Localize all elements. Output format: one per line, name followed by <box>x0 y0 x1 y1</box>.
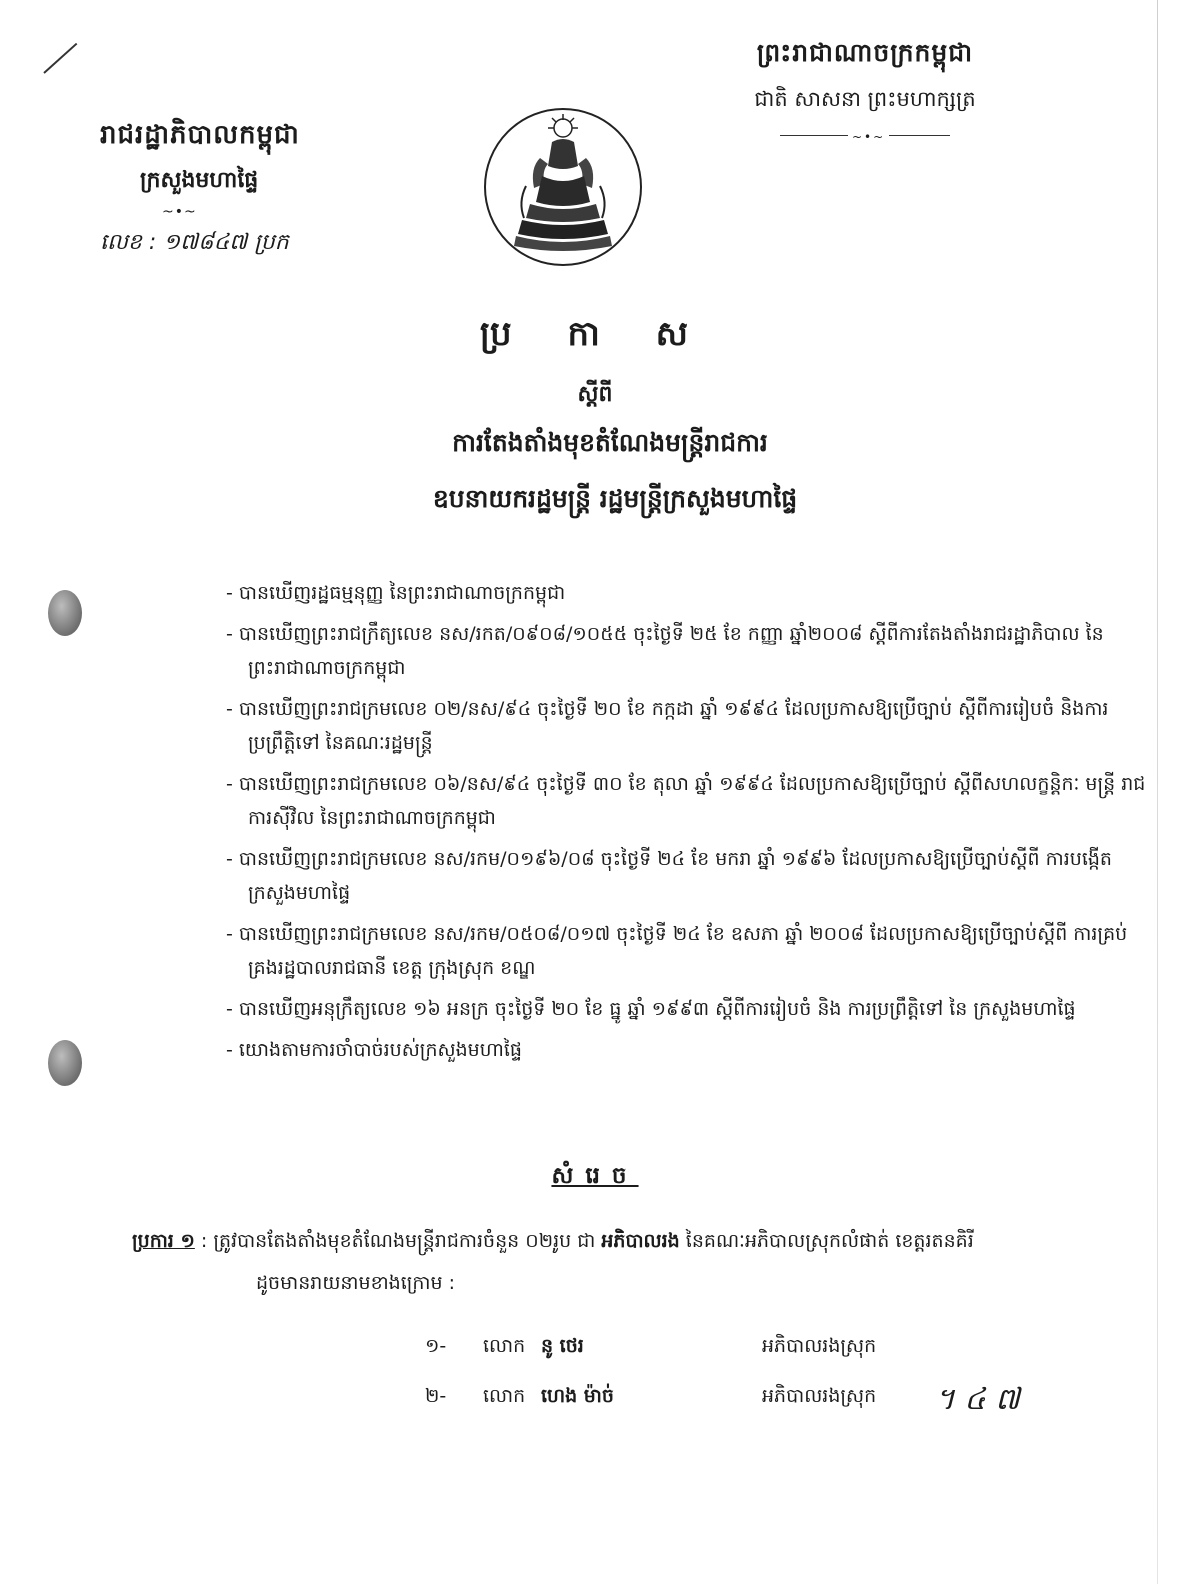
legal-basis-list <box>226 576 1146 1074</box>
appointee-number: ១- <box>425 1335 447 1357</box>
subject-line-1: ការតែងតាំងមុខតំណែងមន្ត្រីរាជការ <box>452 428 768 457</box>
punch-hole-top <box>48 590 82 636</box>
appointee-number: ២- <box>425 1385 447 1407</box>
legal-basis-item: - បានឃើញព្រះរាជក្រមលេខ ០៦/នស/៩៤ ចុះថ្ងៃទី ៣០ ខែ តុលា ឆ្នាំ ១៩៩៤ ដែលប្រកាសឱ្យប្រើច្បាប់ ស្តីពីសហលក្ខន្តិកៈ មន្ត្រី រាជការស៊ីវិល នៃព្រះរាជាណាចក្រកម្ពុជា <box>226 773 1146 829</box>
article-text-after: នៃគណៈអភិបាលស្រុកលំផាត់ ខេត្តរតនគិរី <box>685 1230 974 1252</box>
appointee-position: អភិបាលរងស្រុក <box>762 1335 877 1357</box>
article-continuation: ដូចមានរាយនាមខាងក្រោម : <box>256 1272 456 1294</box>
article-1 <box>132 1220 1142 1304</box>
appointee-row <box>425 1384 614 1412</box>
ministry-header <box>100 118 350 260</box>
kingdom-header <box>700 38 1030 143</box>
legal-basis-item: - បានឃើញព្រះរាជក្រមលេខ ០២/នស/៩៤ ចុះថ្ងៃទី ២០ ខែ កក្កដា ឆ្នាំ ១៩៩៤ ដែលប្រកាសឱ្យប្រើច្បាប់ ស្តីពីការរៀបចំ និងការប្រព្រឹត្តិទៅ នៃគណៈរដ្ឋមន្ត្រី <box>226 698 1109 754</box>
document-type-title: ប្រ កា ស <box>479 314 711 354</box>
appointee-title: លោក <box>483 1385 526 1407</box>
appointee-row <box>425 1334 584 1362</box>
header-divider <box>780 129 950 143</box>
national-motto: ជាតិ សាសនា ព្រះមហាក្សត្រ <box>754 87 976 111</box>
kingdom-title: ព្រះរាជាណាចក្រកម្ពុជា <box>756 38 974 67</box>
legal-basis-item: - យោងតាមការចាំបាច់របស់ក្រសួងមហាផ្ទៃ <box>226 1039 522 1061</box>
punch-hole-bottom <box>48 1040 82 1086</box>
legal-basis-item: - បានឃើញអនុក្រឹត្យលេខ ១៦ អនក្រ ចុះថ្ងៃទី ២០ ខែ ធ្នូ ឆ្នាំ ១៩៩៣ ស្តីពីការរៀបចំ និង ការប្រព្រឹត្តិទៅ នៃ ក្រសួងមហាផ្ទៃ <box>226 998 1076 1020</box>
appointee-position: អភិបាលរងស្រុក <box>762 1385 877 1407</box>
ministry-ornament: ~•~ <box>162 204 197 220</box>
subject-line-2: ឧបនាយករដ្ឋមន្ត្រី រដ្ឋមន្ត្រីក្រសួងមហាផ្ទៃ <box>432 484 798 513</box>
divider-ornament: ~•~ <box>848 130 889 144</box>
legal-basis-item: - បានឃើញព្រះរាជក្រឹត្យលេខ នស/រកត/០៩០៨/១០៥៥ ចុះថ្ងៃទី ២៥ ខែ កញ្ញា ឆ្នាំ២០០៨ ស្តីពីការតែងតាំងរាជរដ្ឋាភិបាល នៃព្រះរាជាណាចក្រកម្ពុជា <box>226 623 1104 679</box>
handwritten-initials: ។ ៤ ៧ <box>935 1382 1020 1417</box>
legal-basis-item: - បានឃើញព្រះរាជក្រមលេខ នស/រកម/០៥០៨/០១៧ ចុះថ្ងៃទី ២៤ ខែ ឧសភា ឆ្នាំ ២០០៨ ដែលប្រកាសឱ្យប្រើច្បាប់ស្តីពី ការគ្រប់គ្រងរដ្ឋបាលរាជធានី ខេត្ត ក្រុងស្រុក ខណ្ឌ <box>226 923 1128 979</box>
reference-number: លេខ : ១៧៨៤៧ ប្រក <box>100 230 289 255</box>
article-text: ត្រូវបានតែងតាំងមុខតំណែងមន្ត្រីរាជការចំនួន ០២រូប ជា <box>213 1230 596 1252</box>
decision-heading: សំរេច <box>551 1163 639 1189</box>
article-separator: : <box>194 1230 214 1252</box>
concerning-label: ស្តីពី <box>577 382 613 407</box>
ministry-name: ក្រសួងមហាផ្ទៃ <box>140 168 259 193</box>
article-rank: អភិបាលរង <box>601 1230 680 1252</box>
appointee-title: លោក <box>483 1335 526 1357</box>
government-title: រាជរដ្ឋាភិបាលកម្ពុជា <box>100 120 300 150</box>
appointee-name: ហេង ម៉ាច់ <box>541 1385 614 1407</box>
pen-stroke-mark <box>43 43 77 74</box>
royal-emblem-icon <box>482 106 644 268</box>
legal-basis-item: - បានឃើញព្រះរាជក្រមលេខ នស/រកម/០១៩៦/០៨ ចុះថ្ងៃទី ២៤ ខែ មករា ឆ្នាំ ១៩៩៦ ដែលប្រកាសឱ្យប្រើច្បាប់ស្តីពី ការបង្កើតក្រសួងមហាផ្ទៃ <box>226 848 1112 904</box>
scan-edge <box>1157 0 1158 1584</box>
appointee-name: នូ ថេរ <box>541 1335 584 1357</box>
legal-basis-item: - បានឃើញរដ្ឋធម្មនុញ្ញ នៃព្រះរាជាណាចក្រកម្ពុជា <box>226 582 566 604</box>
article-label: ប្រការ ១ <box>132 1230 195 1252</box>
